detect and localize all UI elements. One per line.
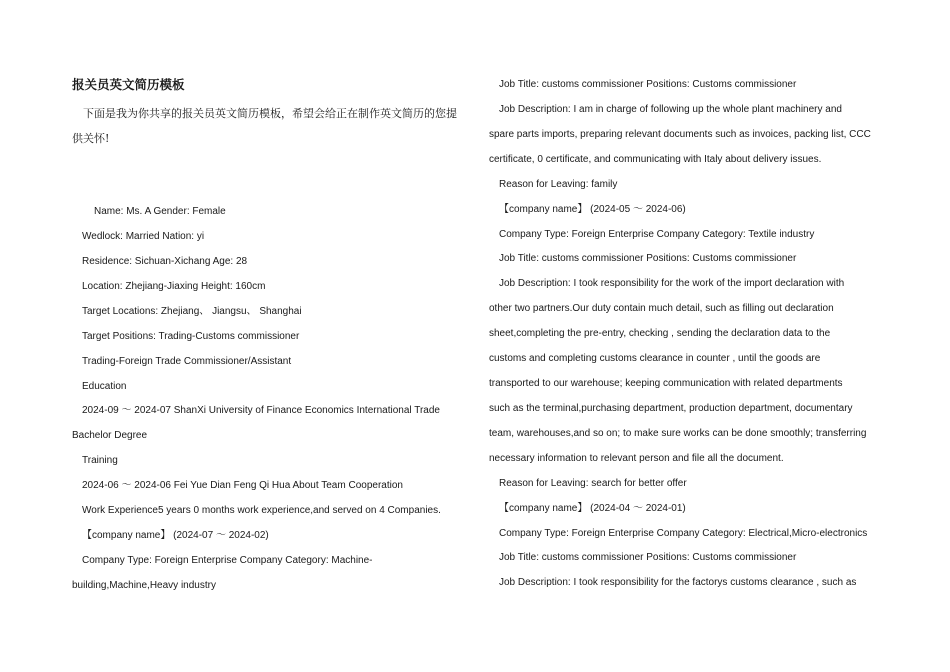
job-description-line: necessary information to relevant person and file all the document. xyxy=(489,453,784,464)
target-locations-line: Target Locations: Zhejiang、 Jiangsu、 Shanghai xyxy=(82,306,302,317)
education-entry-line: 2024-09 ～ 2024-07 ShanXi University of Finance Economics International Trade xyxy=(82,405,440,416)
resume-title: 报关员英文简历模板 xyxy=(72,77,185,92)
job-title-line: Job Title: customs commissioner Positions: Customs commissioner xyxy=(499,253,797,264)
work-experience-line: Work Experience5 years 0 months work experience,and served on 4 Companies. xyxy=(82,505,441,516)
job-description-line: team, warehouses,and so on; to make sure works can be done smoothly; transferring xyxy=(489,428,867,439)
company-type-cont-line: building,Machine,Heavy industry xyxy=(72,580,216,591)
target-positions-cont-line: Trading-Foreign Trade Commissioner/Assistant xyxy=(82,356,292,367)
job-description-line: such as the terminal,purchasing department, production department, documentary xyxy=(489,403,853,414)
job-description-line: transported to our warehouse; keeping communication with related departments xyxy=(489,378,843,389)
job-description-line: sheet,completing the pre-entry, checking , sending the declaration data to the xyxy=(489,328,831,339)
job-description-line: other two partners.Our duty contain much detail, such as filling out declaration xyxy=(489,303,834,314)
job-description-line: Job Description: I took responsibility for the work of the import declaration with xyxy=(499,278,845,289)
company-type-line: Company Type: Foreign Enterprise Company Category: Textile industry xyxy=(499,229,815,240)
company-name-line: 【company name】 (2024-07 ～ 2024-02) xyxy=(82,530,269,541)
company-type-line: Company Type: Foreign Enterprise Company Category: Electrical,Micro-electronics xyxy=(499,528,868,539)
job-description-line: Job Description: I am in charge of following up the whole plant machinery and xyxy=(499,104,842,115)
job-description-line: spare parts imports, preparing relevant documents such as invoices, packing list, CCC xyxy=(489,129,871,140)
job-title-line: Job Title: customs commissioner Positions: Customs commissioner xyxy=(499,79,797,90)
wedlock-nation-line: Wedlock: Married Nation: yi xyxy=(82,231,205,242)
job-description-line: customs and completing customs clearance in counter , until the goods are xyxy=(489,353,821,364)
reason-for-leaving-line: Reason for Leaving: family xyxy=(499,179,618,190)
job-description-line: certificate, 0 certificate, and communicating with Italy about delivery issues. xyxy=(489,154,822,165)
residence-age-line: Residence: Sichuan-Xichang Age: 28 xyxy=(82,256,248,267)
company-name-line: 【company name】 (2024-04 ～ 2024-01) xyxy=(499,503,686,514)
training-entry-line: 2024-06 ～ 2024-06 Fei Yue Dian Feng Qi Hua About Team Cooperation xyxy=(82,480,403,491)
target-positions-line: Target Positions: Trading-Customs commissioner xyxy=(82,331,300,342)
education-degree-line: Bachelor Degree xyxy=(72,430,148,441)
education-heading: Education xyxy=(82,381,127,392)
intro-paragraph: 下面是我为你共享的报关员英文简历模板，希望会给正在制作英文简历的您提供关怀! xyxy=(72,107,457,145)
reason-for-leaving-line: Reason for Leaving: search for better offer xyxy=(499,478,687,489)
name-gender-line: Name: Ms. A Gender: Female xyxy=(94,206,226,217)
location-height-line: Location: Zhejiang-Jiaxing Height: 160cm xyxy=(82,281,266,292)
job-title-line: Job Title: customs commissioner Positions: Customs commissioner xyxy=(499,552,797,563)
training-heading: Training xyxy=(82,455,118,466)
job-description-line: Job Description: I took responsibility for the factorys customs clearance , such as xyxy=(499,577,857,588)
company-type-line: Company Type: Foreign Enterprise Company Category: Machine- xyxy=(82,555,373,566)
company-name-line: 【company name】 (2024-05 ～ 2024-06) xyxy=(499,204,686,215)
